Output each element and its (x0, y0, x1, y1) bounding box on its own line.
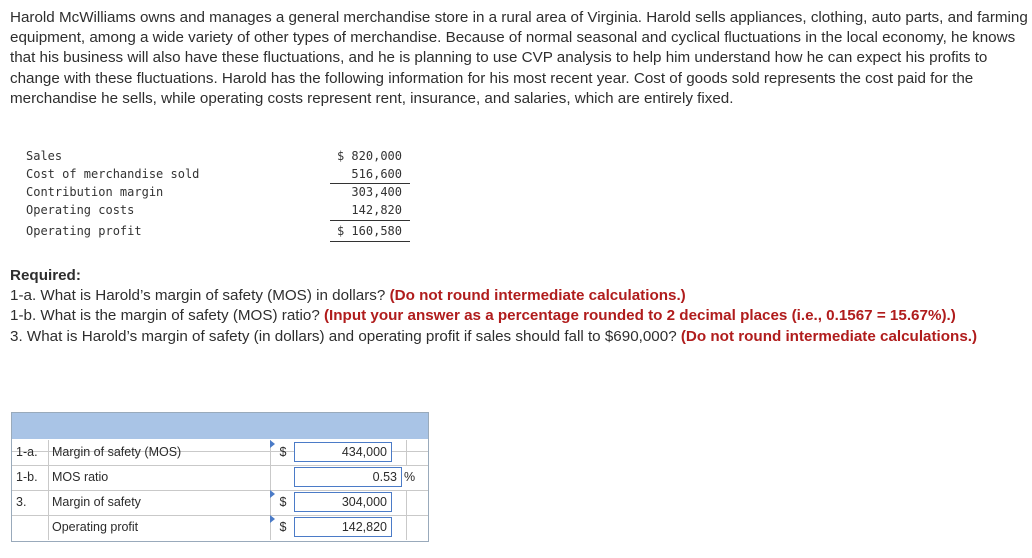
fin-value: 142,820 (351, 203, 402, 217)
row-number: 3. (12, 490, 49, 515)
fin-label: Contribution margin (26, 185, 164, 199)
answer-table-header (12, 413, 428, 440)
fin-value: $ 160,580 (336, 224, 402, 238)
financial-statement (26, 148, 412, 241)
row-number (12, 515, 49, 540)
row-label: Margin of safety (MOS) (52, 445, 182, 459)
row-label: Operating profit (52, 520, 139, 534)
required-title: Required: (10, 267, 81, 284)
column-divider (406, 490, 407, 515)
mos-dollars-input[interactable]: 434,000 (294, 442, 392, 462)
fin-label: Operating costs (26, 203, 135, 217)
question-text: 1-a. What is Harold’s margin of safety (MOS) in dollars? (10, 287, 386, 305)
row-label: Margin of safety (52, 495, 141, 509)
answer-row-1b (12, 465, 428, 491)
column-divider (406, 440, 407, 465)
double-underline (330, 241, 410, 242)
fin-row-profit (26, 223, 412, 241)
input-marker-icon (270, 490, 275, 498)
mos-ratio-input[interactable]: 0.53 (294, 467, 402, 487)
fin-label: Sales (26, 149, 63, 163)
question-1b (10, 306, 1025, 326)
fin-label: Cost of merchandise sold (26, 167, 200, 181)
input-marker-icon (270, 440, 275, 448)
percent-sign: % (404, 470, 416, 484)
answer-row-1a (12, 440, 428, 466)
answer-row-3-mos (12, 490, 428, 516)
column-divider (406, 515, 407, 540)
fin-row-opcost (26, 202, 412, 220)
dollar-sign: $ (270, 515, 295, 540)
row-label: MOS ratio (52, 470, 109, 484)
answer-row-3-profit (12, 515, 428, 540)
question-3 (10, 327, 1025, 347)
fin-value: $ 820,000 (336, 149, 402, 163)
row-number: 1-a. (12, 440, 49, 465)
problem-intro: Harold McWilliams owns and manages a general merchandise store in a rural area of Virginia. Harold sells appliances, clothing, auto parts, and farming equipment, among a wide variety of other types of merchandise. Because of normal seasonal and cyclical fluctuations in the local economy, he knows that his business will also have these fluctuations, and he is planning to use CVP analysis to help him understand how he can expect his profits to change with these fluctuations. Harold has the following information for his most recent year. Cost of goods sold represents the cost paid for the merchandise he sells, while operating costs represent rent, insurance, and salaries, which are entirely fixed. (10, 9, 1028, 107)
row-number: 1-b. (12, 465, 49, 490)
fin-row-cm (26, 184, 412, 202)
input-marker-icon (270, 515, 275, 523)
fin-row-cogs (26, 166, 412, 184)
mos-at-690k-input[interactable]: 304,000 (294, 492, 392, 512)
dollar-sign: $ (270, 490, 295, 515)
question-1a (10, 286, 1025, 306)
fin-value: 516,600 (351, 167, 402, 181)
instruction-note: (Input your answer as a percentage rounded to 2 decimal places (i.e., 0.1567 = 15.67%).) (324, 307, 956, 325)
underline (330, 220, 410, 221)
operating-profit-input[interactable]: 142,820 (294, 517, 392, 537)
dollar-sign: $ (270, 440, 295, 465)
instruction-note: (Do not round intermediate calculations.) (389, 287, 686, 305)
fin-label: Operating profit (26, 224, 142, 238)
fin-row-sales (26, 148, 412, 166)
instruction-note: (Do not round intermediate calculations.) (680, 327, 978, 345)
question-text: 1-b. What is the margin of safety (MOS) ratio? (10, 307, 320, 325)
required-section (10, 266, 1025, 347)
answer-table (11, 412, 429, 542)
question-text: 3. What is Harold’s margin of safety (in dollars) and operating profit if sales should fall to $690,000? (10, 327, 677, 345)
fin-value: 303,400 (351, 185, 402, 199)
dollar-sign (270, 465, 295, 490)
